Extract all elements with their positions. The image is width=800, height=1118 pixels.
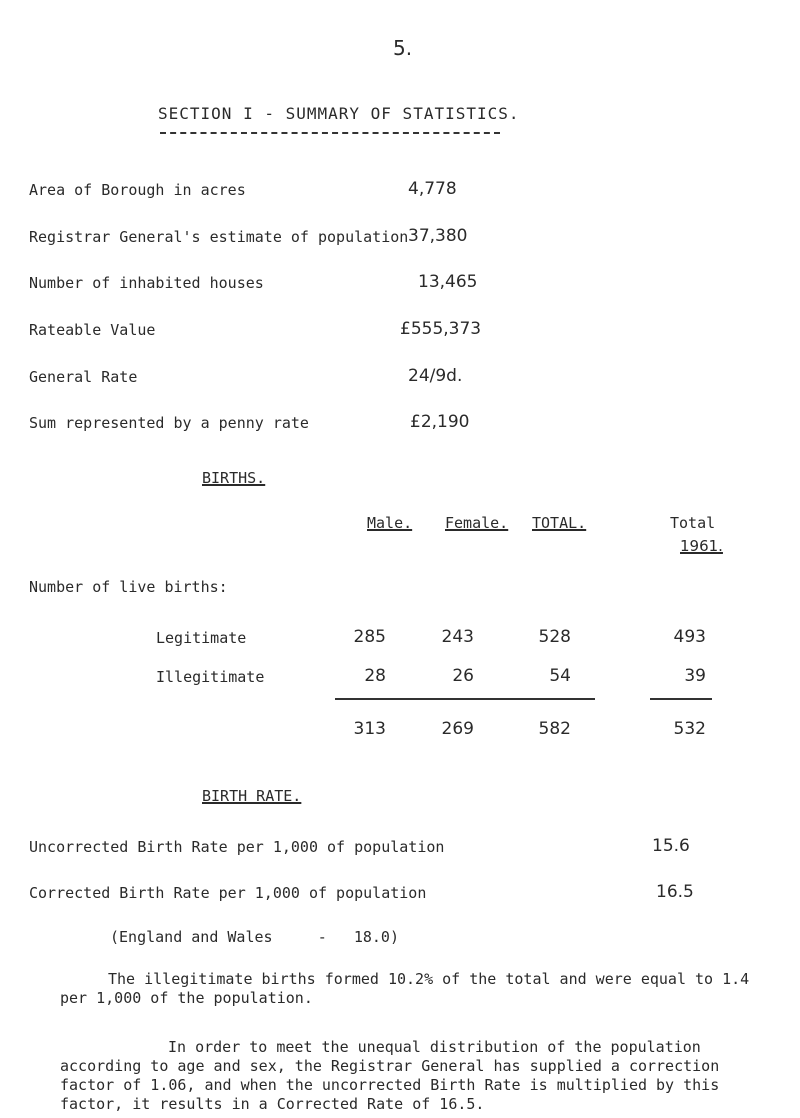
summary-label: Rateable Value [29, 321, 156, 339]
col-female-header: Female. [445, 514, 509, 532]
correction-paragraph: In order to meet the unequal distribution of the population according to age and sex, the Registrar General has supplied a correction factor of 1.06, and when the uncorrected Birth Rate is multiplied by this factor, it results in a Corrected Rate of 16.5. [60, 1038, 720, 1113]
summary-label: General Rate [29, 368, 138, 386]
uncorrected-rate-value: 15.6 [652, 836, 690, 856]
col-prev-total-header: Total [670, 514, 716, 532]
illegitimate-prev: 39 [684, 666, 706, 686]
legitimate-female: 243 [441, 627, 474, 647]
summary-value: 37,380 [408, 226, 468, 246]
legitimate-total: 528 [538, 627, 571, 647]
summary-label: Sum represented by a penny rate [29, 414, 309, 432]
col-male-header: Male. [367, 514, 413, 532]
births-heading: BIRTHS. [202, 469, 266, 487]
summary-value: £2,190 [410, 412, 470, 432]
summary-value: 4,778 [408, 179, 457, 199]
england-wales-rate: (England and Wales - 18.0) [110, 928, 399, 946]
totals-rule [335, 698, 595, 700]
birth-rate-heading: BIRTH RATE. [202, 787, 302, 805]
summary-label: Registrar General's estimate of population [29, 228, 409, 246]
summary-value: 13,465 [418, 272, 478, 292]
col-total-header: TOTAL. [532, 514, 587, 532]
illegitimate-total: 54 [549, 666, 571, 686]
summary-label: Number of inhabited houses [29, 274, 264, 292]
births-row-label: Number of live births: [29, 578, 228, 596]
summary-label: Area of Borough in acres [29, 181, 246, 199]
legitimate-prev: 493 [673, 627, 706, 647]
illegitimate-female: 26 [452, 666, 474, 686]
page-number: 5. [393, 36, 413, 60]
legitimate-male: 285 [353, 627, 386, 647]
legitimate-label: Legitimate [156, 629, 247, 647]
corrected-rate-value: 16.5 [656, 882, 694, 902]
total-total: 582 [538, 719, 571, 739]
section-title: SECTION I - SUMMARY OF STATISTICS. [158, 104, 520, 123]
total-male: 313 [353, 719, 386, 739]
summary-value: £555,373 [400, 319, 482, 339]
summary-value: 24/9d. [408, 366, 463, 386]
uncorrected-rate-label: Uncorrected Birth Rate per 1,000 of population [29, 838, 445, 856]
prev-totals-rule [650, 698, 712, 700]
total-female: 269 [441, 719, 474, 739]
illegitimacy-paragraph: The illegitimate births formed 10.2% of the total and were equal to 1.4 per 1,000 of the population. [60, 970, 750, 1007]
illegitimate-male: 28 [364, 666, 386, 686]
title-underline [160, 132, 500, 134]
corrected-rate-label: Corrected Birth Rate per 1,000 of population [29, 884, 427, 902]
illegitimate-label: Illegitimate [156, 668, 265, 686]
total-prev: 532 [673, 719, 706, 739]
col-prev-year-header: 1961. [680, 537, 723, 555]
